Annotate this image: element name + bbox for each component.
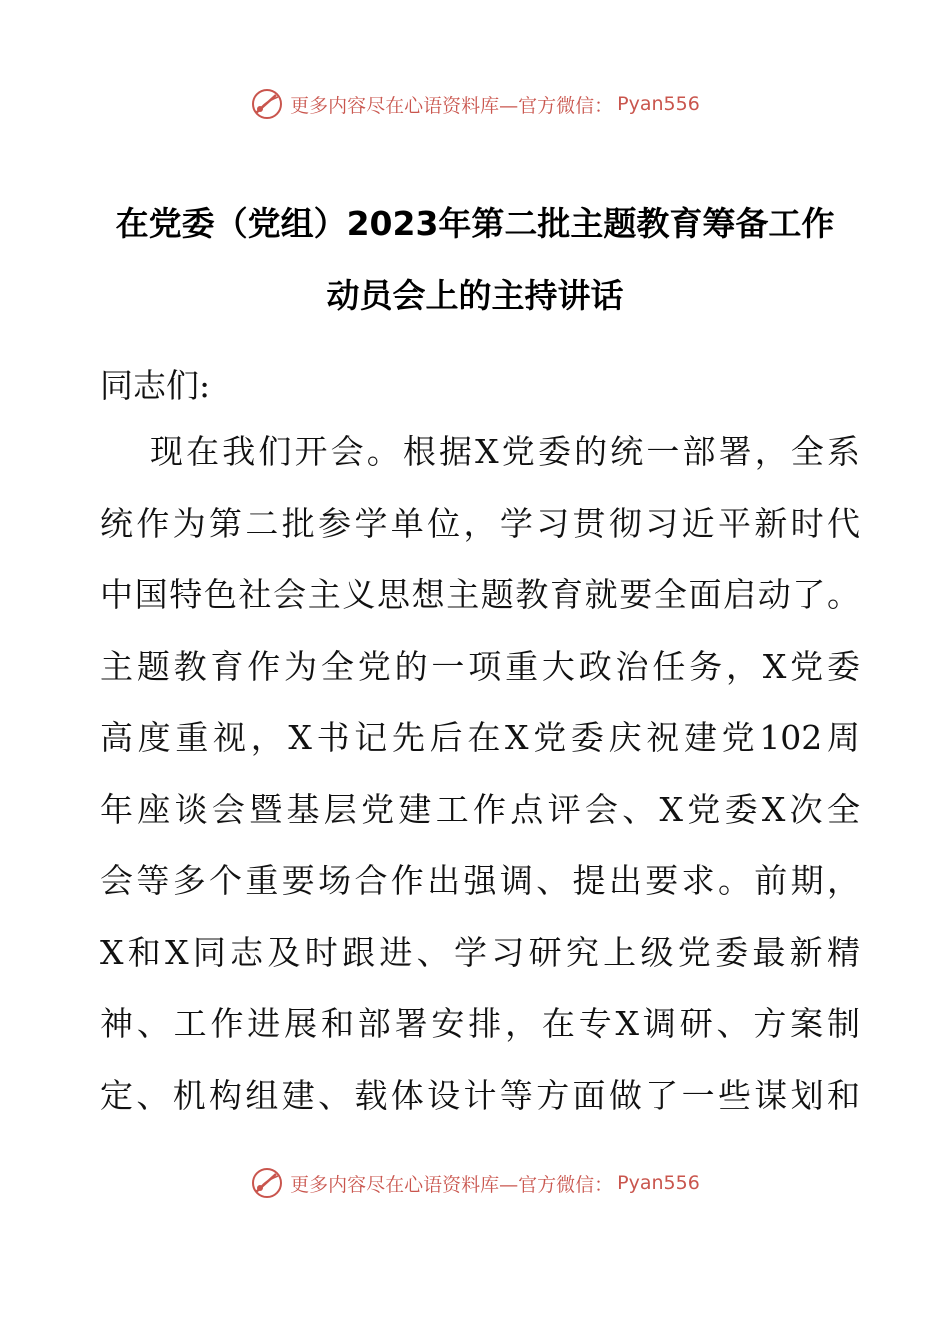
salutation: 同志们: [100,366,211,405]
body-line: 神、工作进展和部署安排，在专X调研、方案制 [100,1004,860,1043]
body-line: 统作为第二批参学单位，学习贯彻习近平新时代 [100,503,860,543]
banner-text: 更多内容尽在心语资料库—官方微信： [290,94,614,117]
body-line: X和X同志及时跟进、学习研究上级党委最新精 [100,932,860,972]
header-watermark-banner [0,84,950,124]
body-line: 定、机构组建、载体设计等方面做了一些谋划和 [100,1075,860,1115]
body-line: 中国特色社会主义思想主题教育就要全面启动了。 [100,575,860,614]
body-line: 现在我们开会。根据X党委的统一部署，全系 [150,432,860,471]
pen-logo-icon [250,87,284,121]
banner-text: 更多内容尽在心语资料库—官方微信： [290,1173,614,1196]
footer-watermark-banner [0,1163,950,1203]
banner-wechat-handle: Pyan556 [617,1172,700,1194]
document-title-line-1: 在党委（党组）2023年第二批主题教育筹备工作 [115,204,835,243]
banner-wechat-handle: Pyan556 [617,93,700,115]
document-body [100,416,860,1131]
body-line: 主题教育作为全党的一项重大政治任务，X党委 [100,646,860,686]
body-line: 年座谈会暨基层党建工作点评会、X党委X次全 [100,789,860,829]
body-line: 高度重视，X书记先后在X党委庆祝建党102周 [100,718,860,757]
body-line: 会等多个重要场合作出强调、提出要求。前期， [100,861,860,900]
document-title-line-2: 动员会上的主持讲话 [326,276,624,315]
pen-logo-icon [250,1166,284,1200]
